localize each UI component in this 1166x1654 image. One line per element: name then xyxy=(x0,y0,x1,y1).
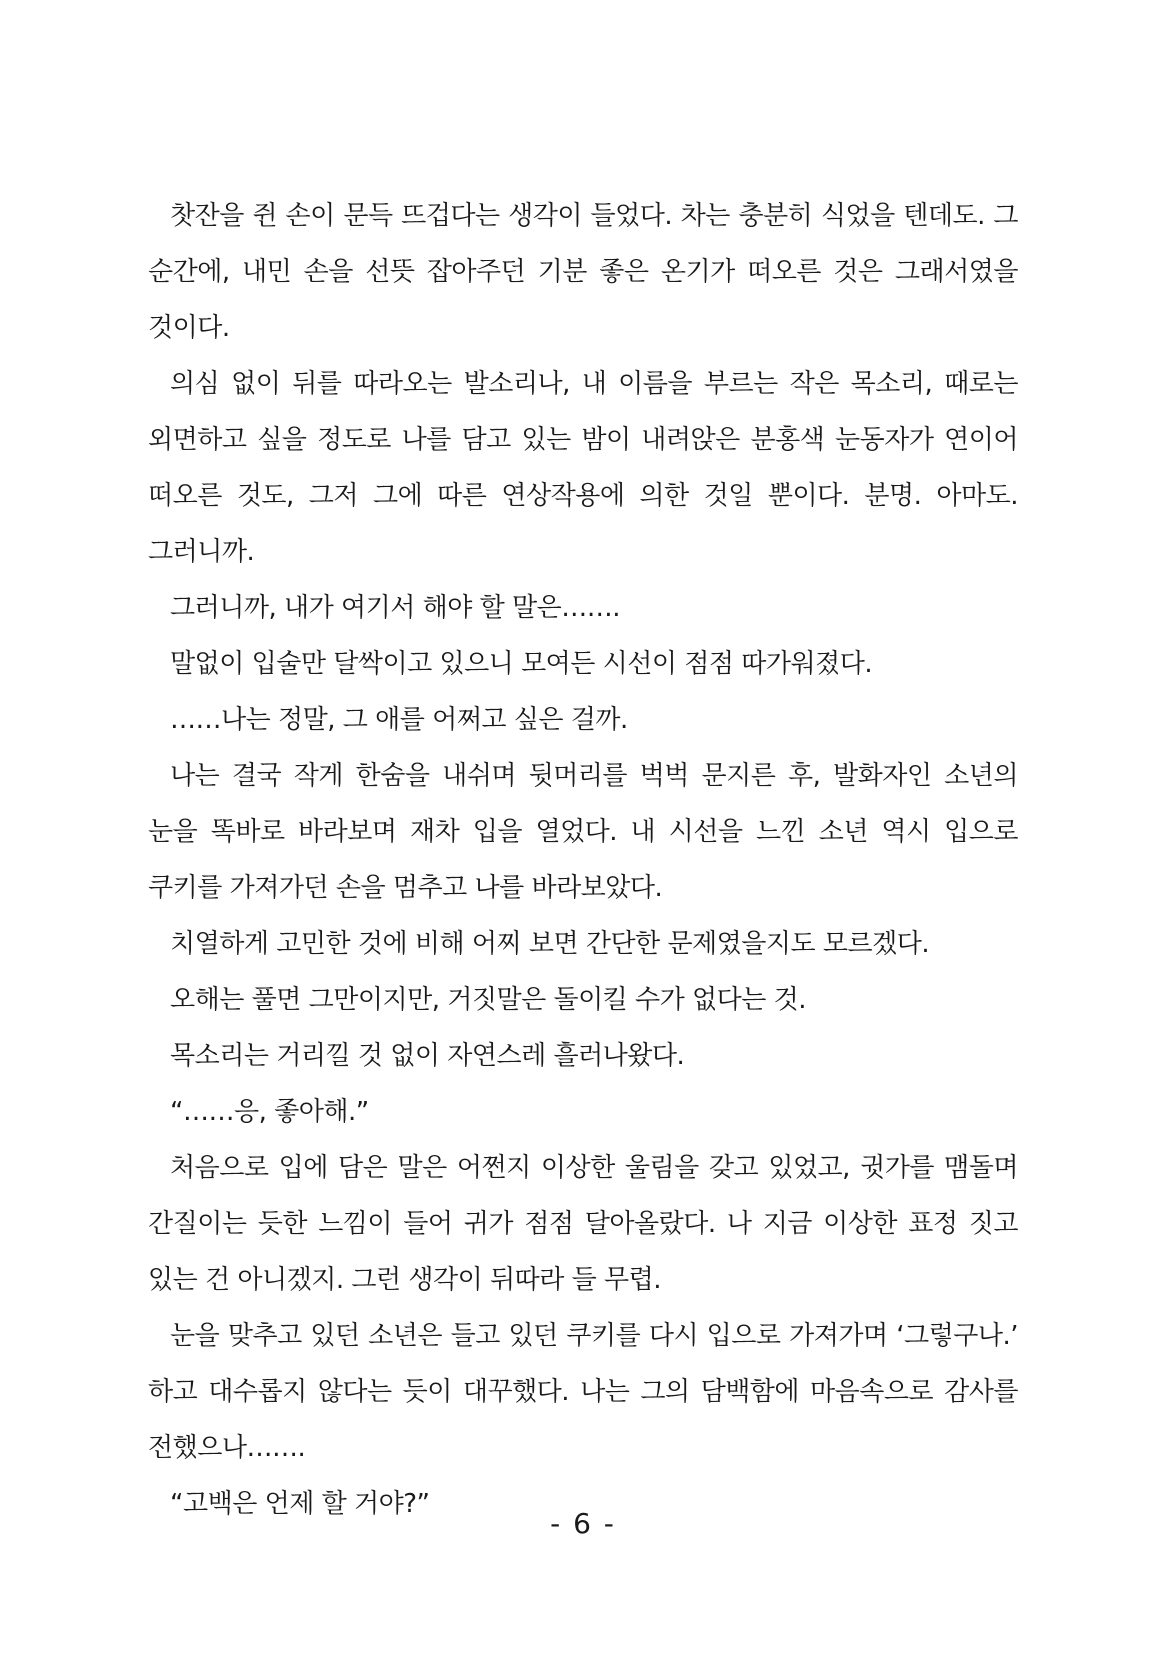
paragraph: 치열하게 고민한 것에 비해 어찌 보면 간단한 문제였을지도 모르겠다. xyxy=(170,929,930,959)
paragraph: 말없이 입술만 달싹이고 있으니 모여든 시선이 점점 따가워졌다. xyxy=(170,649,873,679)
paragraph: 나는 결국 작게 한숨을 내쉬며 뒷머리를 벅벅 문지른 후, 발화자인 소년의 눈을 똑바로 바라보며 재차 입을 열었다. 내 시선을 느낀 소년 역시 입으로 쿠키를 가져가던 손을 멈추고 나를 바라보았다. xyxy=(148,761,1018,903)
paragraph: 의심 없이 뒤를 따라오는 발소리나, 내 이름을 부르는 작은 목소리, 때로는 외면하고 싶을 정도로 나를 담고 있는 밤이 내려앉은 분홍색 눈동자가 연이어 떠오른 것도, 그저 그에 따른 연상작용에 의한 것일 뿐이다. 분명. 아마도. 그러니까. xyxy=(148,369,1018,567)
paragraph: 찻잔을 쥔 손이 문득 뜨겁다는 생각이 들었다. 차는 충분히 식었을 텐데도. 그 순간에, 내민 손을 선뜻 잡아주던 기분 좋은 온기가 떠오른 것은 그래서였을 것이다. xyxy=(148,201,1018,343)
paragraph: ……나는 정말, 그 애를 어쩌고 싶은 걸까. xyxy=(170,705,628,735)
paragraph: 눈을 맞추고 있던 소년은 들고 있던 쿠키를 다시 입으로 가져가며 ‘그렇구나.’ 하고 대수롭지 않다는 듯이 대꾸했다. 나는 그의 담백함에 마음속으로 감사를 전했으나……. xyxy=(148,1321,1018,1463)
paragraph: 오해는 풀면 그만이지만, 거짓말은 돌이킬 수가 없다는 것. xyxy=(170,985,807,1015)
page-number: - 6 - xyxy=(550,1507,616,1540)
dialogue-paragraph: “……응, 좋아해.” xyxy=(170,1097,369,1127)
dialogue-paragraph: “고백은 언제 할 거야?” xyxy=(170,1489,430,1519)
paragraph: 그러니까, 내가 여기서 해야 할 말은……. xyxy=(170,593,620,623)
paragraph: 목소리는 거리낄 것 없이 자연스레 흘러나왔다. xyxy=(170,1041,685,1071)
paragraph: 처음으로 입에 담은 말은 어쩐지 이상한 울림을 갖고 있었고, 귓가를 맴돌며 간질이는 듯한 느낌이 들어 귀가 점점 달아올랐다. 나 지금 이상한 표정 짓고 있는 건 아니겠지. 그런 생각이 뒤따라 들 무렵. xyxy=(148,1153,1018,1295)
body-text xyxy=(148,188,1018,1532)
